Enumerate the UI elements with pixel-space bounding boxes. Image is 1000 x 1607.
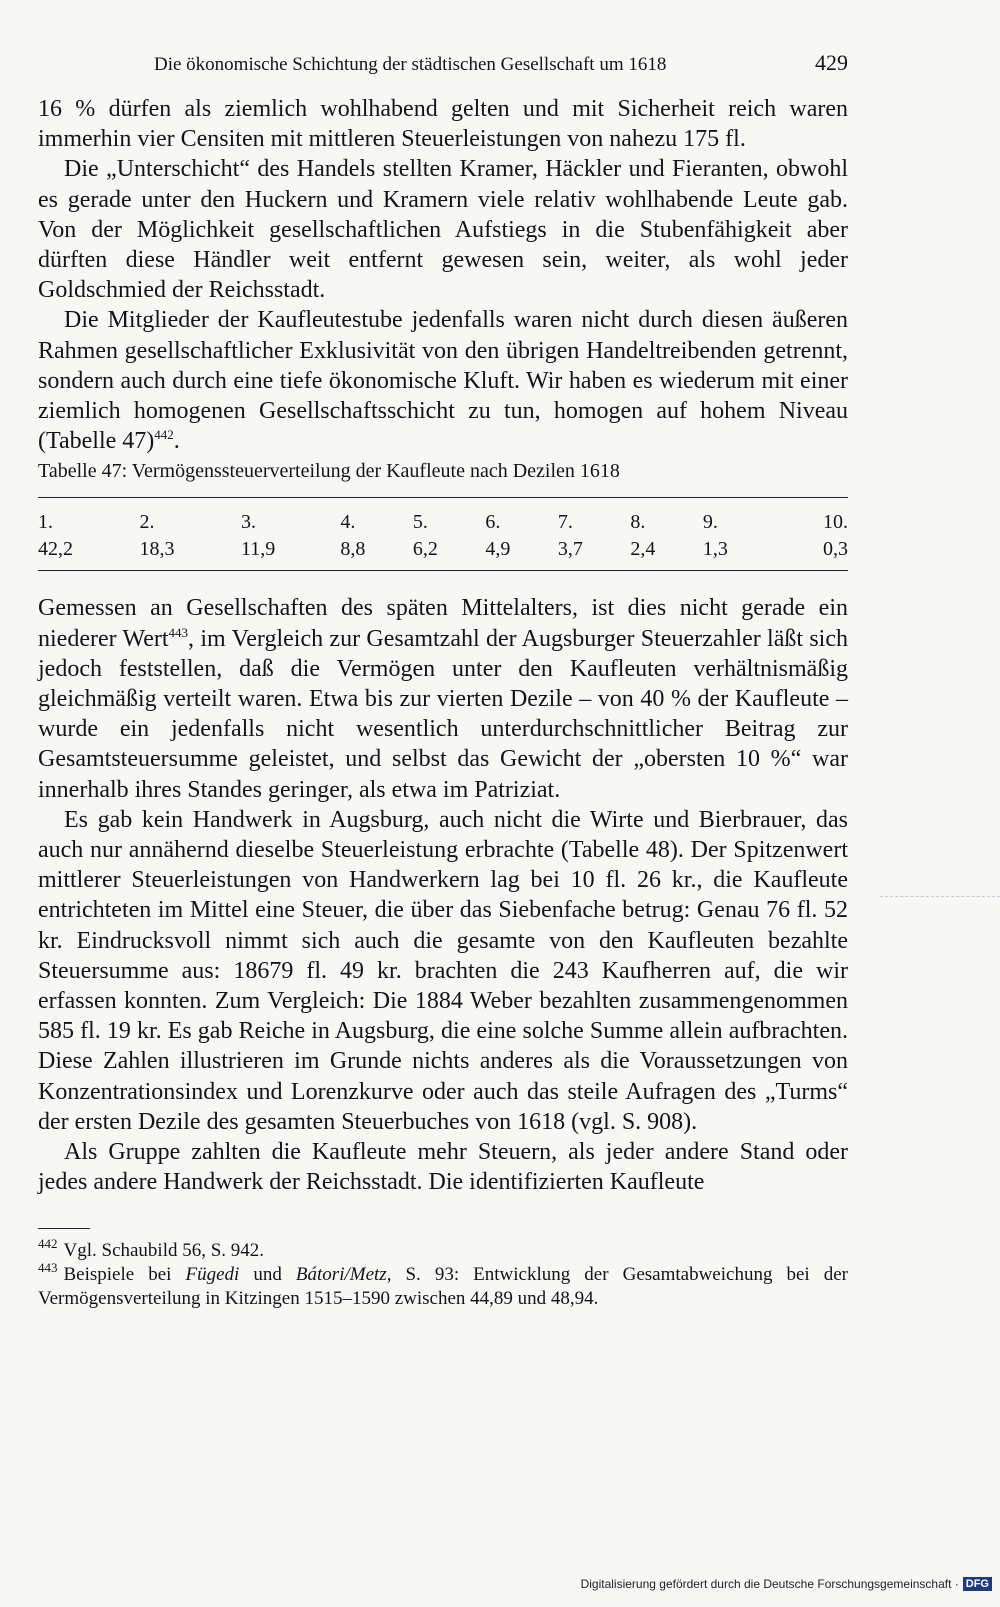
- credit-text: Digitalisierung gefördert durch die Deutsche Forschungsgemeinschaft ·: [580, 1577, 959, 1591]
- running-title: Die ökonomische Schichtung der städtischen Gesellschaft um 1618: [154, 54, 667, 75]
- table-cell: 9.: [702, 511, 718, 534]
- paragraph-2: Die „Unterschicht“ des Handels stellten Kramer, Häckler und Fieranten, obwohl es gerade unter den Huckern und Kramern viele relativ wohlhabende Leute gab. Von der Möglichkeit gesellschaftlichen Aufstiegs in die Stubenfähigkeit aber dürften diese Händler weit entfernt gewesen sein, weiter, als wohl jeder Goldschmied der Reichsstadt.: [38, 156, 848, 304]
- table-cell: 0,3: [823, 538, 848, 561]
- table-cell: 6.: [485, 511, 501, 534]
- table-cell: 2.: [139, 511, 155, 534]
- table-cell: 3.: [241, 511, 257, 534]
- dfg-logo: DFG: [963, 1577, 992, 1591]
- table-cell: 1.: [38, 511, 53, 534]
- table-cell: 11,9: [241, 538, 276, 561]
- paragraph-1: 16 % dürfen als ziemlich wohlhabend gelten und mit Sicherheit reich waren immerhin vier Censiten mit mittleren Steuerleistungen von nahezu 175 fl.: [38, 96, 848, 153]
- table-row-values: [38, 535, 848, 562]
- table-cell: 4.: [340, 511, 356, 534]
- footnote-number: 443: [38, 1260, 58, 1276]
- period: .: [173, 428, 180, 455]
- footnote-442: [38, 1236, 848, 1263]
- footnote-text-post: S. 93: Entwicklung der Gesamtabweichung bei der Vermögensverteilung in Kitzingen 1515–1590 zwischen 44,89 und 48,94.: [38, 1263, 849, 1309]
- page-content: [38, 50, 848, 1311]
- running-header: [154, 50, 848, 76]
- table-cell: 18,3: [139, 538, 175, 561]
- paragraph-4-text-a: Gemessen an Gesellschaften des späten Mittelalters, ist dies nicht gerade ein niederer Wert: [38, 595, 848, 652]
- table-cell: 42,2: [38, 538, 73, 561]
- decile-table: [38, 508, 848, 562]
- table-row-deciles: [38, 508, 848, 535]
- paragraph-4: [38, 593, 848, 804]
- paragraph-3-text: Die Mitglieder der Kaufleutestube jedenfalls waren nicht durch diesen äußeren Rahmen gesellschaftlicher Exklusivität von den übrigen Handeltreibenden getrennt, sondern auch durch eine tiefe ökonomische Kluft. Wir haben es wiederum mit einer ziemlich homogenen Gesellschaftsschicht zu tun, homogen auf hohem Niveau (Tabelle 47): [38, 307, 848, 455]
- page-number: 429: [815, 50, 848, 75]
- footnote-text-pre: Beispiele bei: [63, 1263, 186, 1285]
- table-cell: 5.: [412, 511, 428, 534]
- paragraph-6: Als Gruppe zahlten die Kaufleute mehr Steuern, als jeder andere Stand oder jedes andere Handwerk der Reichsstadt. Die identifizierten Kaufleute: [38, 1139, 848, 1196]
- table-cell: 2,4: [630, 538, 656, 561]
- footnote-rule: [38, 1228, 90, 1229]
- table-top-rule: [38, 497, 848, 498]
- table-bottom-rule: [38, 570, 848, 571]
- paragraph-4-text-b: , im Vergleich zur Gesamtzahl der Augsburger Steuerzahler läßt sich jedoch feststellen, daß die Vermögen unter den Kaufleuten verhältnismäßig gleichmäßig verteilt waren. Etwa bis zur vierten Dezile – von 40 % der Kaufleute – wurde ein jedenfalls nicht wesentlich unterdurchschnittlicher Beitrag zur Gesamtsteuersumme geleistet, und selbst das Gewicht der „obersten 10 %“ war innerhalb ihres Standes geringer, als etwa im Patriziat.: [38, 625, 849, 803]
- paragraph-3: [38, 305, 848, 456]
- footnote-number: 442: [38, 1236, 58, 1252]
- footnote-ref-443[interactable]: 443: [168, 624, 189, 640]
- table-caption: Tabelle 47: Vermögenssteuerverteilung der Kaufleute nach Dezilen 1618: [38, 460, 620, 483]
- table-cell: 8.: [630, 511, 646, 534]
- table-cell: 10.: [823, 511, 848, 534]
- bleed-through-mark: [880, 896, 1000, 897]
- author-batori-metz: Bátori/Metz,: [295, 1263, 392, 1285]
- table-cell: 3,7: [557, 538, 583, 561]
- digitization-credit: [581, 1577, 992, 1591]
- table-cell: 4,9: [485, 538, 511, 561]
- table-cell: 7.: [557, 511, 573, 534]
- table-cell: 1,3: [702, 538, 728, 561]
- paragraph-5: Es gab kein Handwerk in Augsburg, auch nicht die Wirte und Bierbrauer, das auch nur annähernd dieselbe Steuerleistung erbrachte (Tabelle 48). Der Spitzenwert mittlerer Steuerleistungen von Handwerkern lag bei 10 fl. 26 kr., die Kaufleute entrichteten im Mittel eine Steuer, die über das Siebenfache betrug: Genau 76 fl. 52 kr. Eindrucksvoll nimmt sich auch die gesamte von den Kaufleuten bezahlte Steuersumme aus: 18679 fl. 49 kr. brachten die 243 Kaufherren auf, die wir erfassen konnten. Zum Vergleich: Die 1884 Weber bezahlten zusammengenommen 585 fl. 19 kr. Es gab Reiche in Augsburg, die eine solche Summe allein aufbrachten. Diese Zahlen illustrieren im Grunde nichts anderes als die Voraussetzungen von Konzentrationsindex und Lorenzkurve oder auch das steile Aufragen des „Turms“ der ersten Dezile des gesamten Steuerbuches von 1618 (vgl. S. 908).: [38, 806, 848, 1135]
- footnote-text-mid: und: [239, 1263, 296, 1285]
- table-cell: 6,2: [412, 538, 438, 561]
- table-cell: 8,8: [340, 538, 366, 561]
- footnote-text: Vgl. Schaubild 56, S. 942.: [63, 1239, 265, 1261]
- footnote-ref-442[interactable]: 442: [154, 427, 174, 443]
- author-fuegedi: Fügedi: [185, 1263, 240, 1285]
- footnote-443: [38, 1260, 849, 1311]
